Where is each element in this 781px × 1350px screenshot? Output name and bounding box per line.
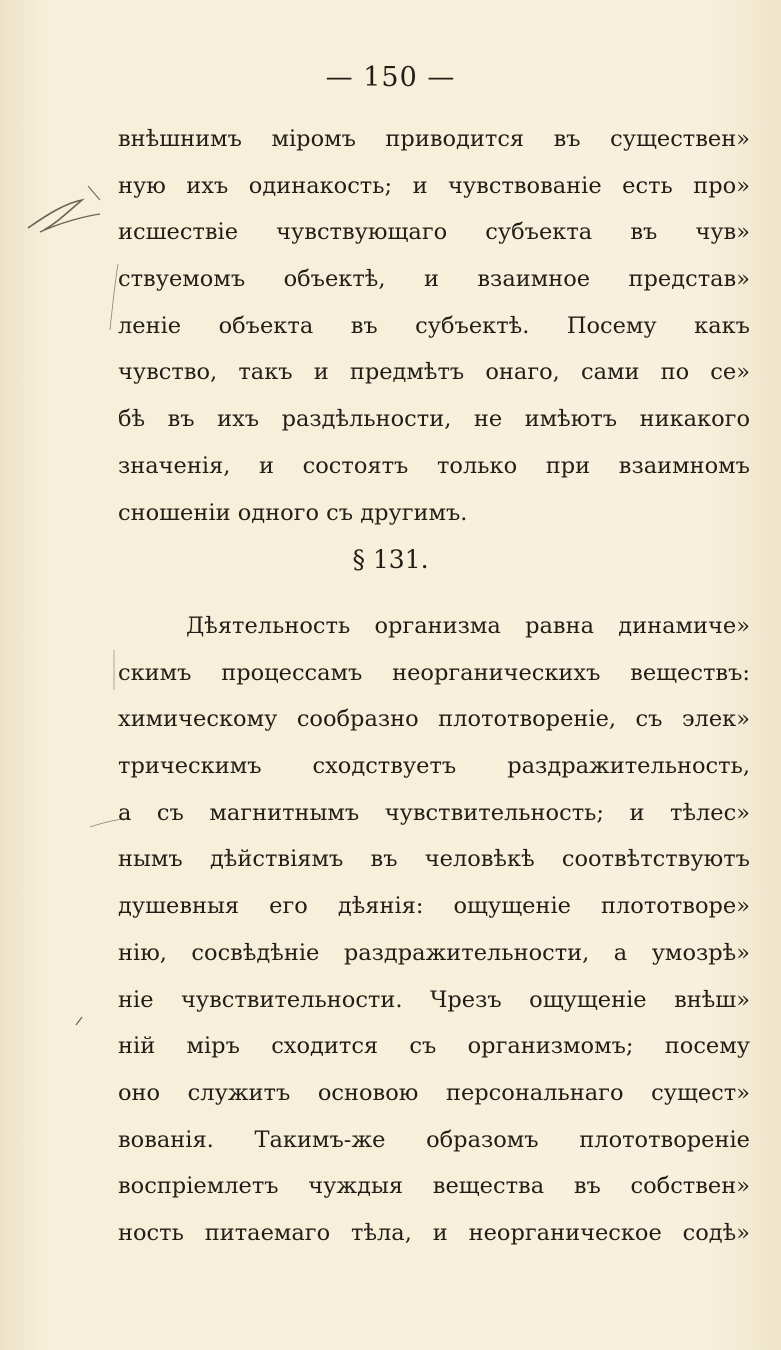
text-line: бѣ въ ихъ раздѣльности, не имѣютъ никакого bbox=[118, 406, 750, 433]
text-line: леніе объекта въ субъектѣ. Посему какъ bbox=[118, 312, 750, 339]
text-line: оно служитъ основою персональнаго сущест» bbox=[118, 1079, 750, 1106]
text-line: значенія, и состоятъ только при взаимномъ bbox=[118, 452, 750, 479]
text-line: химическому сообразно плототвореніе, съ элек» bbox=[118, 706, 750, 733]
text-line: внѣшнимъ міромъ приводится въ существен» bbox=[118, 126, 750, 152]
text-line: ную ихъ одинакость; и чувствованіе есть про» bbox=[118, 172, 750, 199]
text-line: Дѣятельность организма равна динамиче» bbox=[186, 613, 750, 639]
text-line: а съ магнитнымъ чувствительность; и тѣлес» bbox=[118, 799, 750, 826]
page-number: — 150 — bbox=[325, 62, 456, 93]
text-line: душевныя его дѣянія: ощущеніе плототворе» bbox=[118, 893, 750, 920]
text-line: воспріемлетъ чуждыя вещества въ собствен» bbox=[118, 1173, 750, 1200]
text-line: чувство, такъ и предмѣтъ онаго, сами по се» bbox=[118, 359, 750, 386]
text-line: исшествіе чувствующаго субъекта въ чув» bbox=[118, 219, 750, 246]
paragraph-2 bbox=[118, 603, 750, 1257]
paragraph-1 bbox=[118, 116, 750, 536]
text-line: нымъ дѣйствіямъ въ человѣкѣ соотвѣтствуютъ bbox=[118, 846, 750, 873]
text-line: трическимъ сходствуетъ раздражительность, bbox=[118, 753, 750, 780]
text-line: сношеніи одного съ другимъ. bbox=[118, 499, 468, 526]
text-line: вованія. Такимъ-же образомъ плототвореніе bbox=[118, 1126, 750, 1153]
text-line: ніе чувствительности. Чрезъ ощущеніе внѣш» bbox=[118, 986, 750, 1013]
text-line: нію, сосвѣдѣніе раздражительности, а умозрѣ» bbox=[118, 939, 750, 966]
margin-pencil-mark bbox=[0, 0, 130, 1350]
text-line: ствуемомъ объектѣ, и взаимное представ» bbox=[118, 266, 750, 293]
text-line: скимъ процессамъ неорганическихъ веществъ: bbox=[118, 659, 750, 686]
text-line: ность питаемаго тѣла, и неорганическое содѣ» bbox=[118, 1219, 750, 1246]
text-line: ній міръ сходится съ организмомъ; посему bbox=[118, 1033, 750, 1060]
section-heading: § 131. bbox=[352, 545, 429, 574]
